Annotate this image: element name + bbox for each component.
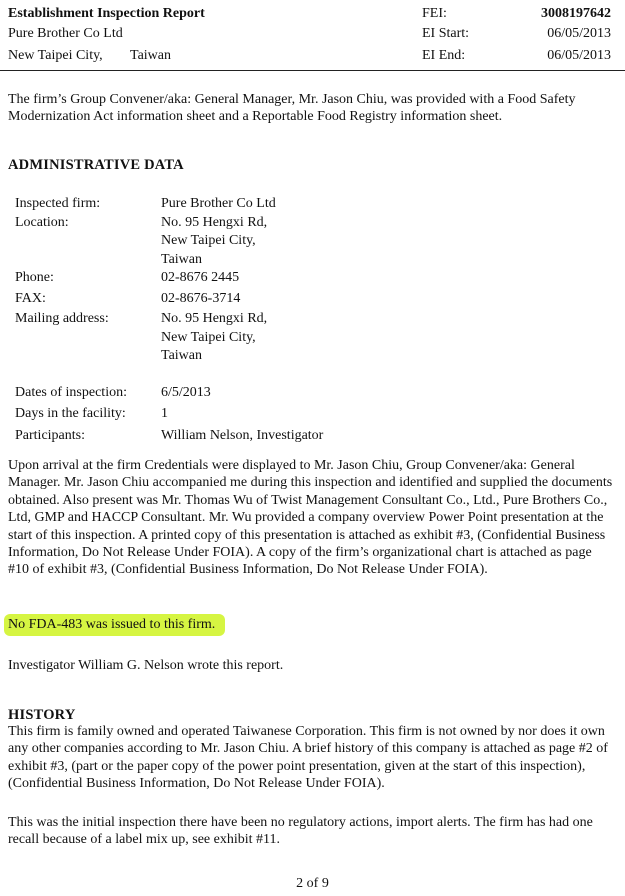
participants-label: Participants: bbox=[15, 427, 85, 443]
fei-label: FEI: bbox=[422, 6, 447, 21]
days-row bbox=[15, 405, 575, 424]
location-line: No. 95 Hengxi Rd, bbox=[161, 214, 268, 230]
fax-label: FAX: bbox=[15, 290, 46, 306]
fei-value: 3008197642 bbox=[541, 6, 611, 21]
no-483-statement bbox=[8, 614, 616, 636]
inspected-firm-row bbox=[15, 195, 575, 214]
history-paragraph-1: This firm is family owned and operated Taiwanese Corporation. This firm is not owned by nor does it own any other companies according to Mr. Jason Chiu. A brief history of this company is attached as page #2 of exhibit #3, (part or the paper copy of the power point presentation, given at the start of this inspection), (Confidential Business Information, Do Not Release Under FOIA). bbox=[8, 724, 608, 792]
phone-row bbox=[15, 269, 575, 288]
mailing-row bbox=[15, 310, 575, 366]
days-value: 1 bbox=[161, 406, 168, 421]
report-title: Establishment Inspection Report bbox=[8, 6, 205, 21]
ei-start-value: 06/05/2013 bbox=[547, 26, 611, 41]
days-label: Days in the facility: bbox=[15, 406, 126, 421]
arrival-paragraph: Upon arrival at the firm Credentials were displayed to Mr. Jason Chiu, Group Convener/aka: General Manager. Mr. Jason Chiu accompanied me during this inspection and identified and supplied the documents obtained. Also present was Mr. Thomas Wu of Twist Management Consultant Co., Ltd., Pure Brothers Co., Ltd, GMP and HACCP Consultant. Mr. Wu provided a company overview Power Point presentation at the start of this inspection. A printed copy of this presentation is attached as exhibit #3, (Confidential Business Information, Do Not Release Under FOIA). A copy of the firm’s organizational chart is attached as page #10 of exhibit #3, (Confidential Business Information, Do Not Release Under FOIA). bbox=[8, 458, 613, 578]
page-number: 2 of 9 bbox=[296, 876, 329, 891]
mailing-label: Mailing address: bbox=[15, 311, 109, 326]
location-line: New Taipei City, bbox=[161, 233, 256, 248]
dates-value: 6/5/2013 bbox=[161, 384, 211, 400]
dates-row bbox=[15, 384, 575, 403]
header-divider bbox=[0, 70, 625, 71]
fax-value: 02-8676-3714 bbox=[161, 290, 241, 306]
administrative-heading: ADMINISTRATIVE DATA bbox=[8, 157, 184, 173]
mailing-line: Taiwan bbox=[161, 348, 203, 363]
phone-value: 02-8676 2445 bbox=[161, 270, 240, 285]
participants-value: William Nelson, Investigator bbox=[161, 427, 324, 443]
intro-paragraph: The firm’s Group Convener/aka: General Manager, Mr. Jason Chiu, was provided with a Food Safety Modernization Act information sheet and a Reportable Food Registry information sheet. bbox=[8, 92, 576, 125]
participants-row bbox=[15, 427, 575, 446]
inspected-firm-label: Inspected firm: bbox=[15, 196, 101, 211]
inspected-firm-value: Pure Brother Co Ltd bbox=[161, 196, 276, 211]
location-label: Location: bbox=[15, 214, 69, 230]
report-header bbox=[8, 4, 613, 64]
location-line: Taiwan bbox=[161, 251, 203, 267]
ei-end-label: EI End: bbox=[422, 48, 466, 63]
header-firm-city: New Taipei City, bbox=[8, 48, 103, 63]
author-statement: Investigator William G. Nelson wrote this report. bbox=[8, 658, 284, 673]
ei-start-label: EI Start: bbox=[422, 26, 470, 41]
location-row bbox=[15, 214, 575, 270]
history-heading: HISTORY bbox=[8, 707, 76, 723]
administrative-data bbox=[15, 195, 575, 445]
history-paragraph-2: This was the initial inspection there have been no regulatory actions, import alerts. The firm has had one recall because of a label mix up, see exhibit #11. bbox=[8, 815, 593, 848]
mailing-line: New Taipei City, bbox=[161, 329, 256, 345]
ei-end-value: 06/05/2013 bbox=[547, 48, 611, 63]
header-firm-name: Pure Brother Co Ltd bbox=[8, 26, 123, 41]
fax-row bbox=[15, 290, 575, 309]
header-firm-country: Taiwan bbox=[130, 48, 172, 63]
highlighted-text: No FDA-483 was issued to this firm. bbox=[4, 614, 225, 636]
dates-label: Dates of inspection: bbox=[15, 384, 127, 400]
mailing-line: No. 95 Hengxi Rd, bbox=[161, 311, 268, 326]
phone-label: Phone: bbox=[15, 270, 54, 285]
